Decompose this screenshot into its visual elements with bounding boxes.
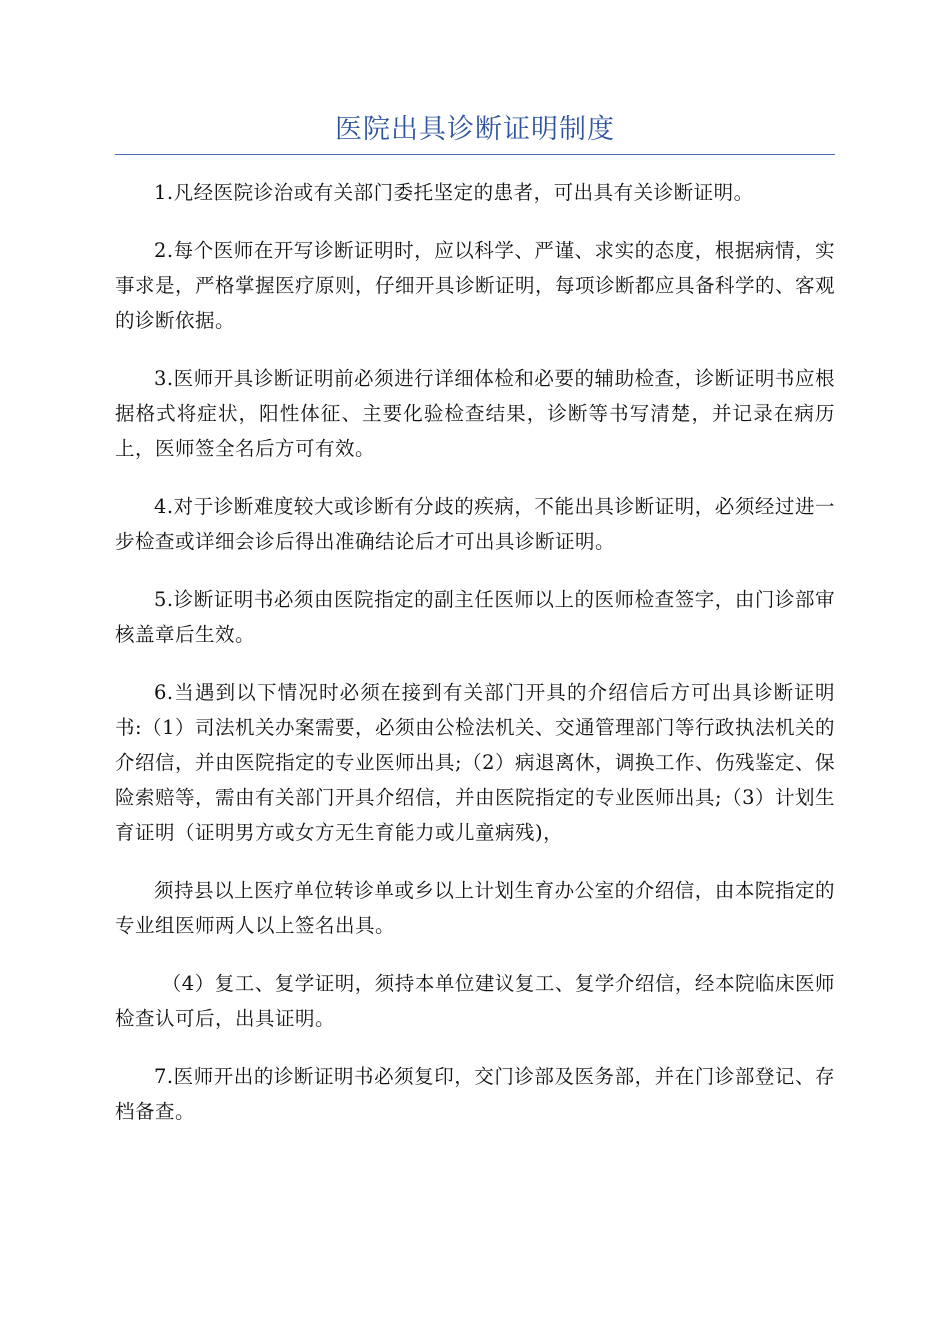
paragraph-3: 3.医师开具诊断证明前必须进行详细体检和必要的辅助检查，诊断证明书应根据格式将症状，阳性体征、主要化验检查结果，诊断等书写清楚，并记录在病历上，医师签全名后方可有效。 xyxy=(115,367,835,460)
paragraph-4: 4.对于诊断难度较大或诊断有分歧的疾病，不能出具诊断证明，必须经过进一步检查或详细会诊后得出准确结论后才可出具诊断证明。 xyxy=(115,495,835,553)
paragraph-6-continued: 须持县以上医疗单位转诊单或乡以上计划生育办公室的介绍信，由本院指定的专业组医师两人以上签名出具。 xyxy=(115,879,835,937)
paragraph-7: 7.医师开出的诊断证明书必须复印，交门诊部及医务部，并在门诊部登记、存档备查。 xyxy=(115,1065,835,1123)
page-title: 医院出具诊断证明制度 xyxy=(335,114,615,145)
title-underline xyxy=(115,154,835,155)
paragraph-2: 2.每个医师在开写诊断证明时，应以科学、严谨、求实的态度，根据病情，实事求是，严格掌握医疗原则，仔细开具诊断证明，每项诊断都应具备科学的、客观的诊断依据。 xyxy=(115,239,836,332)
paragraph-6-item-4: （4）复工、复学证明，须持本单位建议复工、复学介绍信，经本院临床医师检查认可后，出具证明。 xyxy=(115,972,835,1030)
paragraph-6: 6.当遇到以下情况时必须在接到有关部门开具的介绍信后方可出具诊断证明书:（1）司法机关办案需要，必须由公检法机关、交通管理部门等行政执法机关的介绍信，并由医院指定的专业医师出具;（2）病退离休，调换工作、伤残鉴定、保险索赔等，需由有关部门开具介绍信，并由医院指定的专业医师出具;（3）计划生育证明（证明男方或女方无生育能力或儿童病残)， xyxy=(115,681,835,844)
document-body xyxy=(115,175,835,1129)
paragraph-5: 5.诊断证明书必须由医院指定的副主任医师以上的医师检查签字，由门诊部审核盖章后生效。 xyxy=(115,588,835,646)
paragraph-1: 1.凡经医院诊治或有关部门委托坚定的患者，可出具有关诊断证明。 xyxy=(154,181,754,204)
document-page xyxy=(115,108,835,1152)
